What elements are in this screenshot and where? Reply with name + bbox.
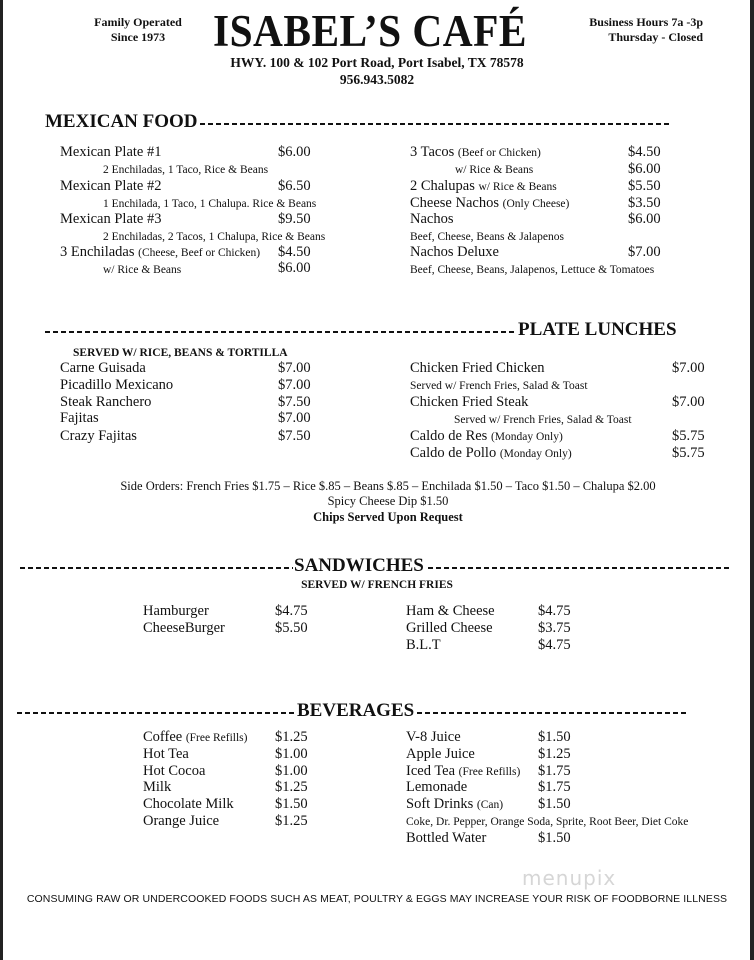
item-price: $5.50 xyxy=(275,620,308,636)
item-description: Served w/ French Fries, Salad & Toast xyxy=(410,380,588,392)
item-price: $7.50 xyxy=(278,394,311,410)
item-price: $7.00 xyxy=(628,244,661,260)
family-operated xyxy=(94,15,182,45)
item-price: $6.00 xyxy=(628,161,661,177)
item-description: w/ Rice & Beans xyxy=(103,264,182,276)
item-note: (Free Refills) xyxy=(458,766,521,778)
divider xyxy=(417,712,688,714)
item-description: Beef, Cheese, Beans, Jalapenos, Lettuce & Tomatoes xyxy=(410,264,655,276)
menu-item: Milk xyxy=(143,779,172,795)
divider xyxy=(20,567,293,569)
menu-item xyxy=(410,178,557,196)
menu-item: Grilled Cheese xyxy=(406,620,493,636)
menu-item: Picadillo Mexicano xyxy=(60,377,174,393)
menu-item: Crazy Fajitas xyxy=(60,428,137,444)
item-price: $7.00 xyxy=(278,410,311,426)
section-heading-mexican: MEXICAN FOOD xyxy=(45,111,198,132)
item-price: $1.75 xyxy=(538,763,571,779)
item-price: $7.50 xyxy=(278,428,311,444)
item-price: $5.50 xyxy=(628,178,661,194)
item-description: 2 Enchiladas, 1 Taco, Rice & Beans xyxy=(103,164,269,176)
closed-text: Thursday - Closed xyxy=(608,30,703,44)
item-price: $4.75 xyxy=(538,603,571,619)
divider xyxy=(17,712,296,714)
item-price: $1.25 xyxy=(275,729,308,745)
item-price: $4.75 xyxy=(275,603,308,619)
menu-item: Mexican Plate #3 xyxy=(60,211,162,227)
side-orders: Side Orders: French Fries $1.75 – Rice $.85 – Beans $.85 – Enchilada $1.50 – Taco $1.50 – Chalupa $2.00 xyxy=(120,479,656,493)
menu-item: Hot Cocoa xyxy=(143,763,206,779)
item-price: $1.25 xyxy=(275,779,308,795)
sandwiches-served-note: SERVED W/ FRENCH FRIES xyxy=(301,579,453,591)
item-price: $6.00 xyxy=(278,260,311,276)
item-description: Served w/ French Fries, Salad & Toast xyxy=(454,414,632,426)
menu-item: Hamburger xyxy=(143,603,209,619)
menu-item xyxy=(143,729,247,747)
item-note: w/ Rice & Beans xyxy=(478,181,557,193)
item-note: (Cheese, Beef or Chicken) xyxy=(138,247,261,259)
item-price: $4.75 xyxy=(538,637,571,653)
item-price: $5.75 xyxy=(672,445,705,461)
item-description: w/ Rice & Beans xyxy=(455,164,534,176)
menu-item: Mexican Plate #1 xyxy=(60,144,162,160)
menu-item: Apple Juice xyxy=(406,746,475,762)
item-price: $7.00 xyxy=(672,394,705,410)
item-price: $9.50 xyxy=(278,211,311,227)
menu-item: Hot Tea xyxy=(143,746,189,762)
address: HWY. 100 & 102 Port Road, Port Isabel, TX 78578 xyxy=(230,55,524,70)
item-name: 3 Tacos xyxy=(410,144,455,160)
since-text: Since 1973 xyxy=(110,30,166,44)
menu-item xyxy=(406,796,503,814)
menu-item: V-8 Juice xyxy=(406,729,461,745)
menu-item: Nachos Deluxe xyxy=(410,244,499,260)
item-price: $3.75 xyxy=(538,620,571,636)
section-heading-beverages: BEVERAGES xyxy=(297,700,415,721)
item-description: 2 Enchiladas, 2 Tacos, 1 Chalupa, Rice & Beans xyxy=(103,231,326,243)
divider xyxy=(45,331,515,333)
menu-item xyxy=(410,428,563,446)
item-name: Cheese Nachos xyxy=(410,195,499,211)
plate-served-note: SERVED W/ RICE, BEANS & TORTILLA xyxy=(73,347,288,359)
item-note: (Monday Only) xyxy=(490,431,563,443)
item-price: $1.25 xyxy=(275,813,308,829)
item-description: Coke, Dr. Pepper, Orange Soda, Sprite, Root Beer, Diet Coke xyxy=(406,816,689,828)
item-price: $1.50 xyxy=(538,830,571,846)
hours-text: Business Hours 7a -3p xyxy=(589,15,703,29)
item-price: $3.50 xyxy=(628,195,661,211)
item-name: Iced Tea xyxy=(406,763,456,779)
menu-item: Lemonade xyxy=(406,779,468,795)
item-name: 3 Enchiladas xyxy=(60,244,135,260)
item-price: $1.75 xyxy=(538,779,571,795)
menu-item: Fajitas xyxy=(60,410,99,426)
item-price: $6.50 xyxy=(278,178,311,194)
menupix-watermark: menupix xyxy=(522,866,617,890)
menu-item: Nachos xyxy=(410,211,454,227)
cafe-title: ISABEL’S CAFÉ xyxy=(213,6,527,56)
menu-item: Chicken Fried Steak xyxy=(410,394,529,410)
menu-item: Carne Guisada xyxy=(60,360,146,376)
item-name: Soft Drinks xyxy=(406,796,474,812)
item-note: (Monday Only) xyxy=(499,448,572,460)
menu-item: B.L.T xyxy=(406,637,441,653)
section-heading-plate-lunches: PLATE LUNCHES xyxy=(518,319,677,340)
item-price: $4.50 xyxy=(628,144,661,160)
item-price: $1.00 xyxy=(275,746,308,762)
item-price: $1.25 xyxy=(538,746,571,762)
menu-item: Steak Ranchero xyxy=(60,394,152,410)
menu-item: CheeseBurger xyxy=(143,620,225,636)
item-note: (Beef or Chicken) xyxy=(457,147,541,159)
phone: 956.943.5082 xyxy=(339,72,415,87)
item-name: 2 Chalupas xyxy=(410,178,475,194)
divider xyxy=(200,123,672,125)
item-price: $4.50 xyxy=(278,244,311,260)
item-price: $5.75 xyxy=(672,428,705,444)
item-name: Coffee xyxy=(143,729,183,745)
menu-item xyxy=(60,244,260,262)
menu-item xyxy=(410,144,541,162)
item-price: $1.50 xyxy=(275,796,308,812)
section-heading-sandwiches: SANDWICHES xyxy=(294,555,424,576)
item-price: $1.50 xyxy=(538,796,571,812)
item-price: $7.00 xyxy=(278,377,311,393)
item-note: (Free Refills) xyxy=(185,732,248,744)
item-price: $1.00 xyxy=(275,763,308,779)
menu-item xyxy=(410,445,572,463)
item-description: 1 Enchilada, 1 Taco, 1 Chalupa. Rice & Beans xyxy=(103,198,317,210)
menu-item: Chocolate Milk xyxy=(143,796,234,812)
menu-item: Mexican Plate #2 xyxy=(60,178,162,194)
item-name: Caldo de Pollo xyxy=(410,445,497,461)
item-price: $6.00 xyxy=(628,211,661,227)
menu-item: Chicken Fried Chicken xyxy=(410,360,545,376)
family-operated-text: Family Operated xyxy=(94,15,182,29)
item-price: $7.00 xyxy=(278,360,311,376)
item-note: (Can) xyxy=(476,799,504,811)
item-description: Beef, Cheese, Beans & Jalapenos xyxy=(410,231,564,243)
food-safety-warning: CONSUMING RAW OR UNDERCOOKED FOODS SUCH AS MEAT, POULTRY & EGGS MAY INCREASE YOUR RISK OF FOODBORNE ILLNESS xyxy=(26,893,728,905)
menu-item: Bottled Water xyxy=(406,830,487,846)
chips-note: Chips Served Upon Request xyxy=(313,510,463,524)
item-price: $1.50 xyxy=(538,729,571,745)
item-price: $7.00 xyxy=(672,360,705,376)
business-hours xyxy=(589,15,703,45)
item-price: $6.00 xyxy=(278,144,311,160)
divider xyxy=(428,567,732,569)
item-name: Caldo de Res xyxy=(410,428,488,444)
menu-item: Ham & Cheese xyxy=(406,603,495,619)
item-note: (Only Cheese) xyxy=(502,198,570,210)
cheese-dip: Spicy Cheese Dip $1.50 xyxy=(327,494,449,508)
menu-item: Orange Juice xyxy=(143,813,220,829)
